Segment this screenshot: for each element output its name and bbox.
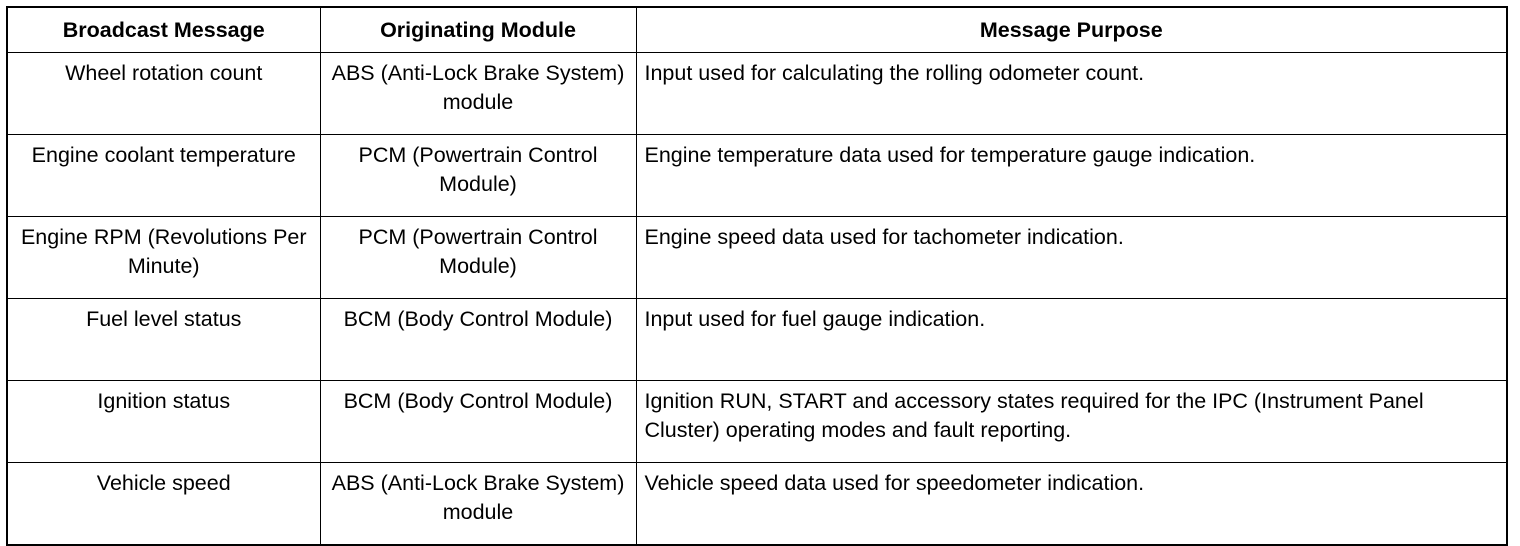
table-row: [7, 217, 1507, 299]
cell-originating-module: PCM (Powertrain Control Module): [320, 135, 636, 217]
cell-message-purpose: Input used for calculating the rolling odometer count.: [636, 53, 1507, 135]
table-row: [7, 381, 1507, 463]
cell-originating-module: BCM (Body Control Module): [320, 381, 636, 463]
table-header-row: [7, 7, 1507, 53]
header-broadcast-message: Broadcast Message: [7, 7, 320, 53]
cell-message-purpose: Vehicle speed data used for speedometer indication.: [636, 463, 1507, 546]
cell-broadcast-message: Wheel rotation count: [7, 53, 320, 135]
table-row: [7, 53, 1507, 135]
cell-broadcast-message: Engine RPM (Revolutions Per Minute): [7, 217, 320, 299]
table-row: [7, 299, 1507, 381]
cell-message-purpose: Input used for fuel gauge indication.: [636, 299, 1507, 381]
table-row: [7, 135, 1507, 217]
cell-broadcast-message: Vehicle speed: [7, 463, 320, 546]
table-row: [7, 463, 1507, 546]
cell-message-purpose: Engine temperature data used for temperature gauge indication.: [636, 135, 1507, 217]
cell-originating-module: ABS (Anti-Lock Brake System) module: [320, 463, 636, 546]
cell-broadcast-message: Engine coolant temperature: [7, 135, 320, 217]
cell-message-purpose: Ignition RUN, START and accessory states required for the IPC (Instrument Panel Cluster) operating modes and fault reporting.: [636, 381, 1507, 463]
cell-originating-module: BCM (Body Control Module): [320, 299, 636, 381]
cell-broadcast-message: Ignition status: [7, 381, 320, 463]
cell-broadcast-message: Fuel level status: [7, 299, 320, 381]
header-originating-module: Originating Module: [320, 7, 636, 53]
cell-originating-module: ABS (Anti-Lock Brake System) module: [320, 53, 636, 135]
cell-message-purpose: Engine speed data used for tachometer indication.: [636, 217, 1507, 299]
broadcast-message-table: [6, 6, 1508, 546]
header-message-purpose: Message Purpose: [636, 7, 1507, 53]
cell-originating-module: PCM (Powertrain Control Module): [320, 217, 636, 299]
